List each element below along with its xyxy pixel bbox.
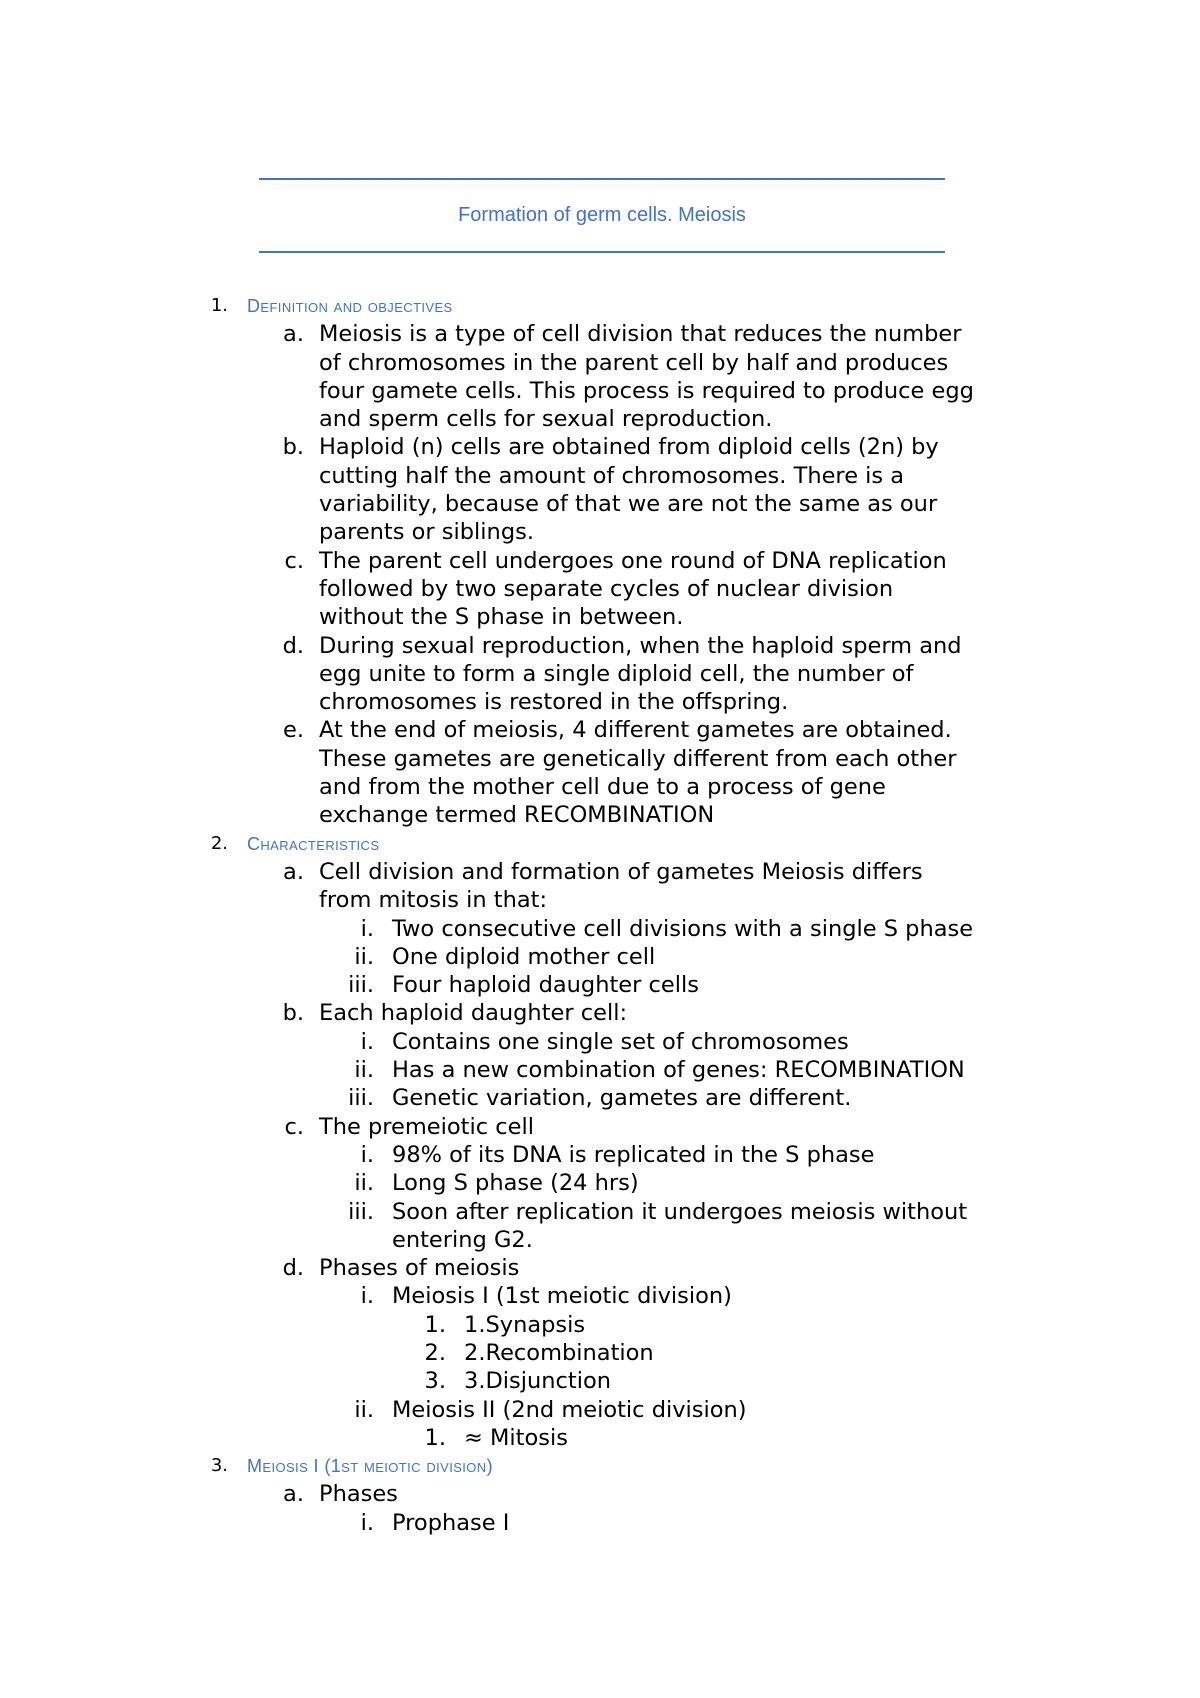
list-item [0, 1056, 1200, 1084]
section-heading-row [0, 830, 1200, 858]
list-item-text: Soon after replication it undergoes meiosis without [392, 1198, 968, 1225]
list-item [0, 971, 1200, 999]
title-top-rule [259, 178, 945, 180]
list-item [0, 1311, 1200, 1339]
list-item-text: egg unite to form a single diploid cell, the number of [319, 660, 914, 687]
list-marker: iii. [348, 1085, 374, 1112]
list-item [0, 773, 1200, 801]
list-item [0, 745, 1200, 773]
list-marker: i. [360, 1283, 374, 1310]
list-item-text: and from the mother cell due to a process of gene [319, 774, 886, 801]
list-item [0, 943, 1200, 971]
list-marker: c. [284, 1113, 304, 1140]
list-item-text: variability, because of that we are not the same as our [319, 491, 938, 518]
list-item-text: Meiosis II (2nd meiotic division) [392, 1396, 747, 1423]
list-item [0, 1169, 1200, 1197]
list-item-text: 98% of its DNA is replicated in the S phase [392, 1141, 875, 1168]
list-item-text: 3.Disjunction [464, 1368, 612, 1395]
list-item [0, 1198, 1200, 1226]
list-item-text: from mitosis in that: [319, 887, 548, 914]
list-marker: b. [282, 434, 304, 461]
list-marker: b. [282, 1000, 304, 1027]
list-item-text: 2.Recombination [464, 1339, 654, 1366]
list-item [0, 858, 1200, 886]
list-item [0, 1509, 1200, 1537]
list-marker: i. [360, 1028, 374, 1055]
list-item-text: These gametes are genetically different from each other [319, 745, 957, 772]
list-marker: i. [360, 915, 374, 942]
list-item [0, 433, 1200, 461]
list-marker: ii. [354, 943, 374, 970]
list-item [0, 1113, 1200, 1141]
list-item [0, 377, 1200, 405]
list-item [0, 320, 1200, 348]
list-item [0, 603, 1200, 631]
list-item-text: four gamete cells. This process is required to produce egg [319, 377, 974, 404]
list-item-text: entering G2. [392, 1226, 533, 1253]
list-item-text: At the end of meiosis, 4 different gametes are obtained. [319, 717, 952, 744]
list-item [0, 1396, 1200, 1424]
list-item [0, 1226, 1200, 1254]
list-item [0, 1084, 1200, 1112]
title-bottom-rule [259, 251, 945, 253]
list-item-text: Phases of meiosis [319, 1255, 520, 1282]
list-item [0, 1367, 1200, 1395]
list-item-text: ≈ Mitosis [464, 1424, 568, 1451]
list-item-text: Prophase I [392, 1509, 510, 1536]
list-item-text: One diploid mother cell [392, 943, 656, 970]
list-marker: 1. [424, 1311, 446, 1338]
list-item-text: Meiosis I (1st meiotic division) [392, 1283, 732, 1310]
list-item-text: Cell division and formation of gametes Meiosis differs [319, 858, 923, 885]
list-item [0, 660, 1200, 688]
list-marker: 1. [424, 1424, 446, 1451]
section-heading: Meiosis I (1st meiotic division) [247, 1456, 493, 1477]
list-marker: c. [284, 547, 304, 574]
section-number: 2. [210, 832, 228, 854]
list-item-text: parents or siblings. [319, 519, 534, 546]
outline-content [0, 292, 1200, 1537]
list-item-text: Genetic variation, gametes are different. [392, 1085, 852, 1112]
list-marker: e. [283, 717, 304, 744]
list-marker: i. [360, 1509, 374, 1536]
section-number: 1. [210, 295, 228, 316]
list-marker: 3. [424, 1368, 446, 1395]
list-item [0, 1028, 1200, 1056]
list-item-text: Meiosis is a type of cell division that reduces the number [319, 321, 962, 348]
list-item-text: Each haploid daughter cell: [319, 1000, 628, 1027]
list-marker: d. [282, 632, 304, 659]
section-heading-row [0, 1452, 1200, 1480]
list-item-text: Has a new combination of genes: RECOMBINATION [392, 1057, 965, 1084]
list-item [0, 575, 1200, 603]
list-marker: a. [283, 858, 304, 885]
list-item [0, 716, 1200, 744]
list-item-text: Long S phase (24 hrs) [392, 1170, 639, 1197]
title-block [259, 178, 945, 253]
list-item-text: and sperm cells for sexual reproduction. [319, 406, 773, 433]
list-marker: ii. [354, 1170, 374, 1197]
list-item [0, 886, 1200, 914]
list-item [0, 490, 1200, 518]
list-item-text: Contains one single set of chromosomes [392, 1028, 849, 1055]
list-item [0, 1141, 1200, 1169]
list-marker: a. [283, 1481, 304, 1508]
list-item-text: chromosomes is restored in the offspring. [319, 689, 789, 716]
list-item [0, 1282, 1200, 1310]
section-heading-row [0, 292, 1200, 320]
list-marker: iii. [348, 1198, 374, 1225]
section-heading: Characteristics [247, 833, 380, 854]
list-item-text: without the S phase in between. [319, 604, 684, 631]
list-item [0, 462, 1200, 490]
list-marker: a. [283, 321, 304, 348]
list-item [0, 1480, 1200, 1508]
list-item-text: The parent cell undergoes one round of DNA replication [319, 547, 947, 574]
list-marker: ii. [354, 1057, 374, 1084]
list-item-text: exchange termed RECOMBINATION [319, 802, 715, 829]
list-item [0, 1339, 1200, 1367]
list-marker: 2. [424, 1339, 446, 1366]
list-item [0, 1424, 1200, 1452]
section-heading: Definition and objectives [247, 296, 453, 316]
list-item [0, 801, 1200, 829]
list-item [0, 999, 1200, 1027]
list-item-text: of chromosomes in the parent cell by half and produces [319, 349, 949, 376]
list-item [0, 632, 1200, 660]
list-marker: d. [282, 1255, 304, 1282]
list-item-text: During sexual reproduction, when the haploid sperm and [319, 632, 962, 659]
list-item-text: Phases [319, 1481, 398, 1508]
list-item [0, 547, 1200, 575]
list-item [0, 349, 1200, 377]
list-marker: i. [360, 1141, 374, 1168]
list-item-text: followed by two separate cycles of nuclear division [319, 575, 894, 602]
list-item-text: 1.Synapsis [464, 1311, 586, 1338]
list-item-text: cutting half the amount of chromosomes. There is a [319, 462, 905, 489]
list-item [0, 915, 1200, 943]
list-item [0, 688, 1200, 716]
list-item-text: Haploid (n) cells are obtained from diploid cells (2n) by [319, 434, 939, 461]
list-item-text: Four haploid daughter cells [392, 972, 699, 999]
list-marker: ii. [354, 1396, 374, 1423]
page-title: Formation of germ cells. Meiosis [458, 204, 746, 226]
list-item [0, 405, 1200, 433]
list-item [0, 518, 1200, 546]
list-item-text: Two consecutive cell divisions with a single S phase [392, 915, 974, 942]
list-item [0, 1254, 1200, 1282]
list-item-text: The premeiotic cell [319, 1113, 534, 1140]
section-number: 3. [210, 1455, 228, 1477]
list-marker: iii. [348, 972, 374, 999]
